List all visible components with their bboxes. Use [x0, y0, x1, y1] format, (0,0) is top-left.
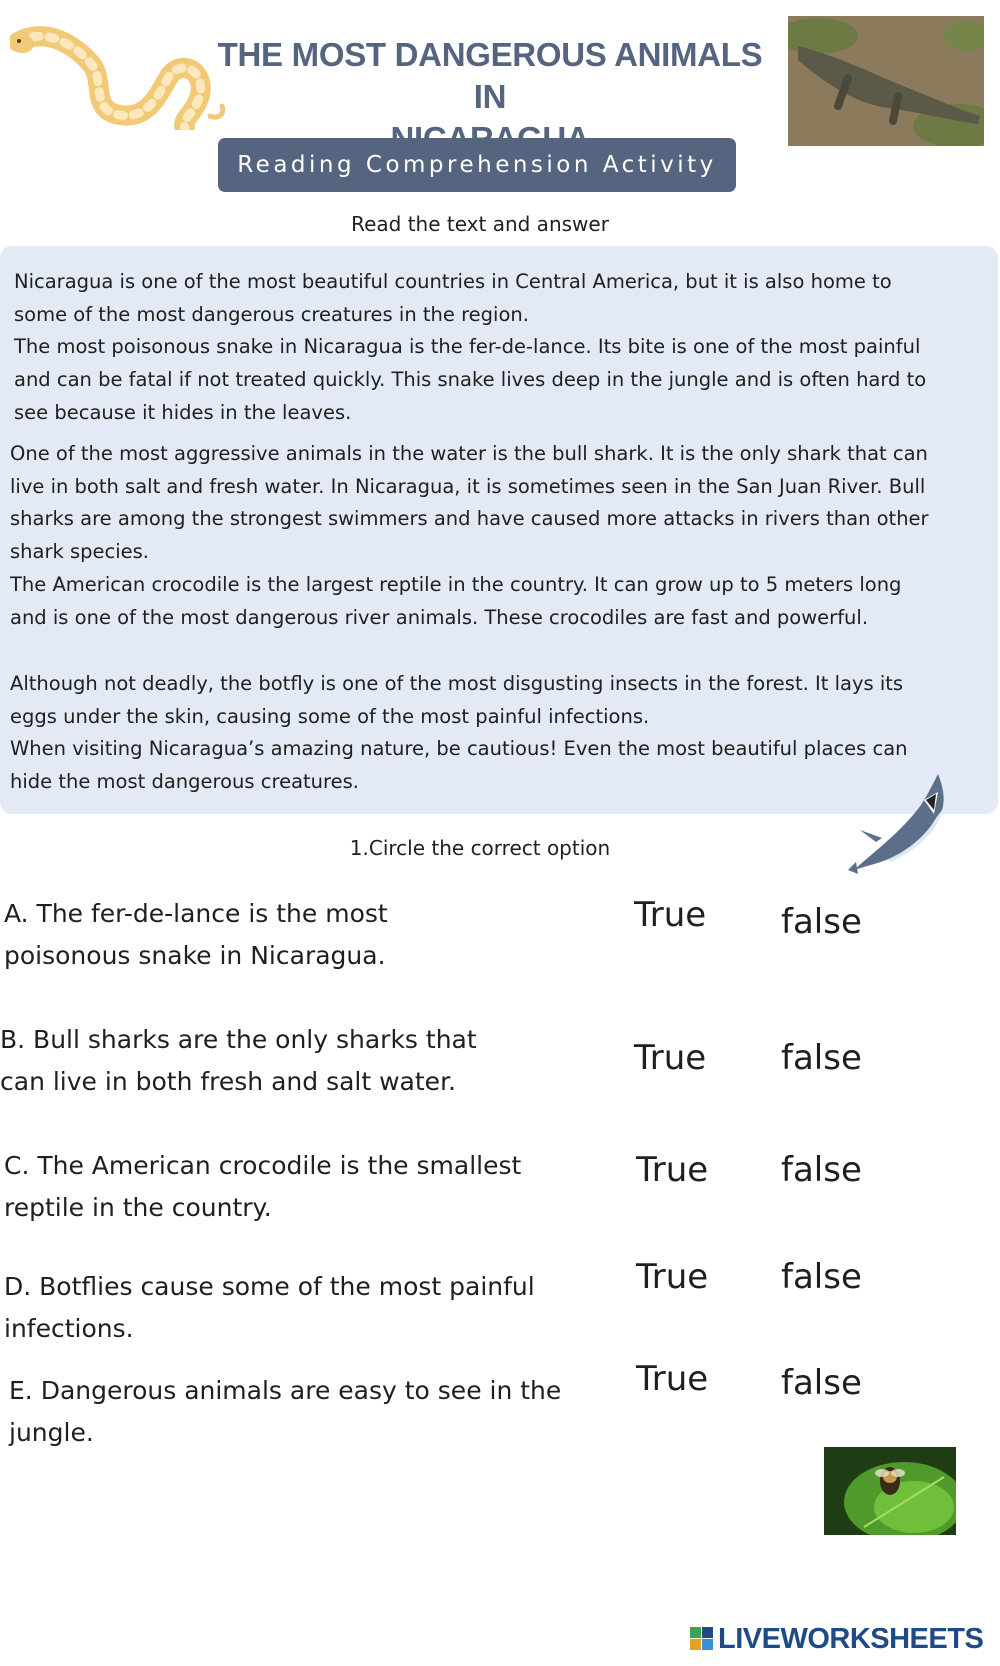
question-d-false-option[interactable]: false [781, 1257, 862, 1297]
subtitle-text: Reading Comprehension Activity [237, 152, 717, 178]
reading-line: One of the most aggressive animals in the water is the bull shark. It is the only shark that can [10, 442, 928, 465]
question-b-true-option[interactable]: True [634, 1038, 707, 1078]
reading-line: eggs under the skin, causing some of the most painful infections. [10, 704, 650, 728]
question-b-false-option[interactable]: false [781, 1038, 862, 1078]
question-c-false-option[interactable]: false [781, 1150, 862, 1190]
question-e-true-option[interactable]: True [636, 1359, 709, 1399]
question-c-true-option[interactable]: True [636, 1150, 709, 1190]
question-b [0, 1019, 477, 1103]
reading-line: some of the most dangerous creatures in the region. [14, 302, 529, 326]
reading-paragraph-1 [14, 266, 969, 430]
liveworksheets-logo-icon [690, 1627, 714, 1651]
reading-line: live in both salt and fresh water. In Nicaragua, it is sometimes seen in the San Juan River. Bull [10, 474, 926, 498]
question-line: B. Bull sharks are the only sharks that [0, 1025, 477, 1054]
question-line: A. The fer-de-lance is the most [4, 899, 388, 928]
reading-line: Nicaragua is one of the most beautiful countries in Central America, but it is also home to [14, 270, 892, 293]
question-line: reptile in the country. [4, 1193, 272, 1222]
crocodile-image [788, 16, 984, 146]
question-a-true-option[interactable]: True [634, 895, 707, 935]
subtitle-banner [218, 138, 736, 192]
snake-image [10, 20, 230, 130]
liveworksheets-logo-text: LIVEWORKSHEETS [718, 1622, 984, 1655]
question-line: E. Dangerous animals are easy to see in the [9, 1376, 562, 1405]
question-line: jungle. [9, 1418, 94, 1447]
reading-paragraph-2 [10, 438, 965, 634]
reading-line: hide the most dangerous creatures. [10, 770, 359, 794]
question-line: D. Botflies cause some of the most painful [4, 1272, 535, 1301]
liveworksheets-logo [690, 1622, 990, 1656]
reading-line: shark species. [10, 540, 150, 564]
question-line: poisonous snake in Nicaragua. [4, 941, 386, 970]
reading-line: Although not deadly, the botfly is one of the most disgusting insects in the forest. It lays its [10, 672, 904, 695]
question-e [9, 1370, 561, 1454]
question-a-false-option[interactable]: false [781, 902, 862, 942]
question-a [4, 893, 388, 977]
reading-line: and is one of the most dangerous river animals. These crocodiles are fast and powerful. [10, 605, 869, 629]
question-line: can live in both fresh and salt water. [0, 1067, 456, 1096]
reading-line: The most poisonous snake in Nicaragua is the fer-de-lance. Its bite is one of the most painful [14, 335, 921, 359]
reading-line: The American crocodile is the largest reptile in the country. It can grow up to 5 meters long [10, 572, 902, 596]
question-d [4, 1266, 535, 1350]
instruction-text: Read the text and answer [351, 212, 609, 236]
question-c [4, 1145, 521, 1229]
reading-line: and can be fatal if not treated quickly. This snake lives deep in the jungle and is often hard to [14, 368, 927, 392]
reading-line: sharks are among the strongest swimmers and have caused more attacks in rivers than other [10, 507, 929, 531]
question-e-false-option[interactable]: false [781, 1363, 862, 1403]
question-line: infections. [4, 1314, 134, 1343]
reading-paragraph-3 [10, 668, 965, 799]
reading-line: When visiting Nicaragua’s amazing nature, be cautious! Even the most beautiful places can [10, 737, 908, 761]
reading-line: see because it hides in the leaves. [14, 400, 352, 424]
botfly-image [824, 1447, 956, 1535]
question-line: C. The American crocodile is the smallest [4, 1151, 522, 1180]
shark-image [846, 770, 956, 880]
question-d-true-option[interactable]: True [636, 1257, 709, 1297]
title-line-1: THE MOST DANGEROUS ANIMALS IN [217, 36, 763, 115]
questions-heading: 1.Circle the correct option [349, 836, 611, 860]
